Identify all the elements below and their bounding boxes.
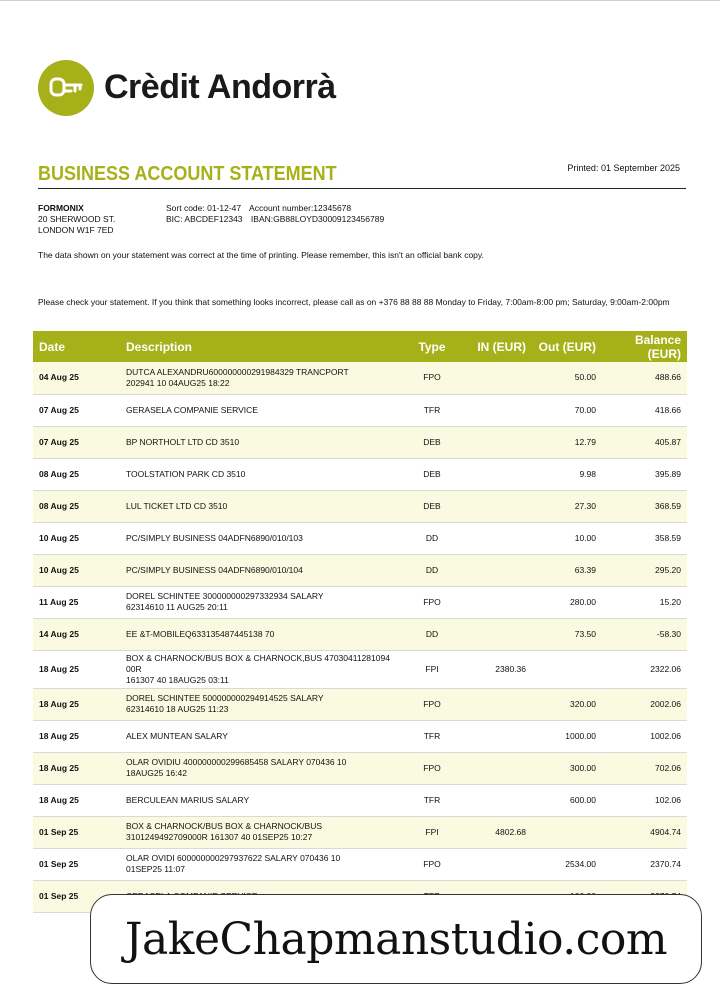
cell-out: 73.50 xyxy=(532,618,602,650)
cell-date: 07 Aug 25 xyxy=(33,394,120,426)
cell-date: 18 Aug 25 xyxy=(33,688,120,720)
cell-out: 600.00 xyxy=(532,784,602,816)
cell-balance: 102.06 xyxy=(602,784,687,816)
cell-description xyxy=(120,362,402,394)
cell-balance: 405.87 xyxy=(602,426,687,458)
cell-date: 18 Aug 25 xyxy=(33,720,120,752)
cell-out xyxy=(532,650,602,688)
header-description: Description xyxy=(120,331,402,362)
cell-balance: 395.89 xyxy=(602,458,687,490)
cell-balance: 295.20 xyxy=(602,554,687,586)
cell-balance: 358.59 xyxy=(602,522,687,554)
table-row xyxy=(33,688,687,720)
iban: IBAN:GB88LOYD30009123456789 xyxy=(250,214,385,224)
cell-balance: -58.30 xyxy=(602,618,687,650)
statement-title: BUSINESS ACCOUNT STATEMENT xyxy=(38,163,337,185)
cell-balance: 2322.06 xyxy=(602,650,687,688)
description-line-1: EE &T-MOBILEQ633135487445138 70 xyxy=(126,628,275,639)
cell-type: DEB xyxy=(402,458,462,490)
cell-type: DD xyxy=(402,618,462,650)
cell-type: FPO xyxy=(402,586,462,618)
cell-description xyxy=(120,650,402,688)
cell-balance: 2002.06 xyxy=(602,688,687,720)
cell-balance: 368.59 xyxy=(602,490,687,522)
table-row xyxy=(33,848,687,880)
cell-date: 01 Sep 25 xyxy=(33,880,120,912)
table-row xyxy=(33,720,687,752)
address-line-1: 20 SHERWOOD ST. xyxy=(38,214,116,224)
customer-name: FORMONIX xyxy=(38,203,84,213)
cell-type: FPO xyxy=(402,362,462,394)
description-line-1: PC/SIMPLY BUSINESS 04ADFN6890/010/103 xyxy=(126,532,303,543)
description-line-2: 62314610 18 AUG25 11:23 xyxy=(126,704,229,714)
header-out: Out (EUR) xyxy=(532,331,602,362)
printed-date: Printed: 01 September 2025 xyxy=(567,163,680,173)
cell-balance: 2370.74 xyxy=(602,848,687,880)
description-line-1: BERCULEAN MARIUS SALARY xyxy=(126,794,250,805)
cell-description xyxy=(120,688,402,720)
table-row xyxy=(33,752,687,784)
cell-in xyxy=(462,586,532,618)
sort-code: Sort code: 01-12-47 xyxy=(166,203,242,213)
cell-in xyxy=(462,784,532,816)
cell-date: 11 Aug 25 xyxy=(33,586,120,618)
cell-out: 50.00 xyxy=(532,362,602,394)
description-line-1: OLAR OVIDI 600000000297937622 SALARY 070436 10 xyxy=(126,853,341,863)
cell-description xyxy=(120,816,402,848)
table-row xyxy=(33,586,687,618)
description-line-1: ALEX MUNTEAN SALARY xyxy=(126,730,228,741)
cell-date: 14 Aug 25 xyxy=(33,618,120,650)
description-line-1: TOOLSTATION PARK CD 3510 xyxy=(126,468,246,479)
cell-date: 01 Sep 25 xyxy=(33,816,120,848)
cell-type: FPO xyxy=(402,848,462,880)
transactions-table xyxy=(33,331,687,913)
key-icon xyxy=(38,60,94,116)
address-line-2: LONDON W1F 7ED xyxy=(38,225,114,235)
cell-type: TFR xyxy=(402,784,462,816)
cell-type: FPO xyxy=(402,688,462,720)
cell-balance: 488.66 xyxy=(602,362,687,394)
table-header-row xyxy=(33,331,687,362)
cell-in xyxy=(462,490,532,522)
cell-description xyxy=(120,848,402,880)
description-line-1: BP NORTHOLT LTD CD 3510 xyxy=(126,436,240,447)
cell-out: 2534.00 xyxy=(532,848,602,880)
table-row xyxy=(33,522,687,554)
cell-date: 18 Aug 25 xyxy=(33,752,120,784)
cell-description xyxy=(120,720,402,752)
title-divider xyxy=(38,188,686,189)
watermark-banner xyxy=(90,894,702,984)
bank-name: Crèdit Andorrà xyxy=(104,68,336,106)
cell-date: 18 Aug 25 xyxy=(33,784,120,816)
header-type: Type xyxy=(402,331,462,362)
cell-in xyxy=(462,394,532,426)
page-top-border xyxy=(0,0,720,1)
cell-in: 4802.68 xyxy=(462,816,532,848)
cell-type: TFR xyxy=(402,394,462,426)
account-details xyxy=(166,203,390,225)
cell-out xyxy=(532,816,602,848)
cell-out: 12.79 xyxy=(532,426,602,458)
description-line-2: 3101249492709000R 161307 40 01SEP25 10:27 xyxy=(126,832,313,842)
cell-description xyxy=(120,752,402,784)
table-row xyxy=(33,618,687,650)
description-line-1: DUTCA ALEXANDRU600000000291984329 TRANCPORT xyxy=(126,366,349,377)
customer-address xyxy=(38,203,115,236)
table-row xyxy=(33,394,687,426)
header-date: Date xyxy=(33,331,120,362)
cell-balance: 418.66 xyxy=(602,394,687,426)
table-row xyxy=(33,816,687,848)
bic: BIC: ABCDEF12343 xyxy=(166,214,243,224)
cell-out: 63.39 xyxy=(532,554,602,586)
cell-in xyxy=(462,618,532,650)
cell-type: DEB xyxy=(402,490,462,522)
cell-description xyxy=(120,784,402,816)
cell-type: FPI xyxy=(402,650,462,688)
cell-date: 10 Aug 25 xyxy=(33,522,120,554)
cell-out: 10.00 xyxy=(532,522,602,554)
cell-in xyxy=(462,752,532,784)
cell-out: 280.00 xyxy=(532,586,602,618)
cell-type: FPI xyxy=(402,816,462,848)
table-row xyxy=(33,458,687,490)
cell-type: DEB xyxy=(402,426,462,458)
cell-balance: 4904.74 xyxy=(602,816,687,848)
description-line-1: LUL TICKET LTD CD 3510 xyxy=(126,500,228,511)
table-row xyxy=(33,554,687,586)
cell-description xyxy=(120,394,402,426)
bank-logo xyxy=(38,60,378,120)
cell-type: DD xyxy=(402,554,462,586)
table-row xyxy=(33,426,687,458)
cell-date: 08 Aug 25 xyxy=(33,490,120,522)
accuracy-note: The data shown on your statement was correct at the time of printing. Please remember, this isn't an official bank copy. xyxy=(38,250,484,260)
description-line-1: BOX & CHARNOCK/BUS BOX & CHARNOCK,BUS 47030411281094 00R xyxy=(126,652,390,674)
account-number: Account number:12345678 xyxy=(249,203,352,213)
description-line-1: PC/SIMPLY BUSINESS 04ADFN6890/010/104 xyxy=(126,564,303,575)
table-row xyxy=(33,490,687,522)
cell-balance: 15.20 xyxy=(602,586,687,618)
cell-in xyxy=(462,458,532,490)
watermark-text: JakeChapmanstudio.com xyxy=(124,913,668,965)
cell-in xyxy=(462,554,532,586)
cell-out: 70.00 xyxy=(532,394,602,426)
cell-in xyxy=(462,426,532,458)
table-row xyxy=(33,650,687,688)
description-line-1: BOX & CHARNOCK/BUS BOX & CHARNOCK/BUS xyxy=(126,821,323,831)
cell-out: 9.98 xyxy=(532,458,602,490)
cell-description xyxy=(120,618,402,650)
cell-balance: 1002.06 xyxy=(602,720,687,752)
description-line-1: OLAR OVIDIU 400000000299685458 SALARY 070436 10 xyxy=(126,757,347,767)
cell-type: FPO xyxy=(402,752,462,784)
description-line-1: GERASELA COMPANIE SERVICE xyxy=(126,404,258,415)
cell-out: 320.00 xyxy=(532,688,602,720)
table-row xyxy=(33,362,687,394)
cell-in: 2380.36 xyxy=(462,650,532,688)
cell-out: 27.30 xyxy=(532,490,602,522)
cell-in xyxy=(462,688,532,720)
cell-description xyxy=(120,458,402,490)
header-balance: Balance (EUR) xyxy=(602,331,687,362)
cell-balance: 702.06 xyxy=(602,752,687,784)
cell-description xyxy=(120,490,402,522)
cell-out: 300.00 xyxy=(532,752,602,784)
cell-description xyxy=(120,426,402,458)
header-in: IN (EUR) xyxy=(462,331,532,362)
cell-description xyxy=(120,522,402,554)
cell-date: 18 Aug 25 xyxy=(33,650,120,688)
cell-date: 07 Aug 25 xyxy=(33,426,120,458)
description-line-2: 202941 10 04AUG25 18:22 xyxy=(126,377,230,388)
description-line-1: DOREL SCHINTEE 300000000297332934 SALARY xyxy=(126,591,324,601)
cell-date: 08 Aug 25 xyxy=(33,458,120,490)
check-note: Please check your statement. If you think that something looks incorrect, please call as on +376 88 88 88 Monday to Friday, 7:00am-8:00 pm; Saturday, 9:00am-2:00pm xyxy=(38,297,670,307)
cell-in xyxy=(462,720,532,752)
cell-date: 04 Aug 25 xyxy=(33,362,120,394)
cell-description xyxy=(120,586,402,618)
table-row xyxy=(33,784,687,816)
description-line-2: 01SEP25 11:07 xyxy=(126,864,185,874)
cell-type: TFR xyxy=(402,720,462,752)
cell-in xyxy=(462,848,532,880)
cell-in xyxy=(462,522,532,554)
description-line-2: 161307 40 18AUG25 03:11 xyxy=(126,674,229,685)
cell-out: 1000.00 xyxy=(532,720,602,752)
cell-type: DD xyxy=(402,522,462,554)
cell-in xyxy=(462,362,532,394)
description-line-2: 18AUG25 16:42 xyxy=(126,768,187,778)
description-line-1: DOREL SCHINTEE 500000000294914525 SALARY xyxy=(126,693,324,703)
cell-date: 10 Aug 25 xyxy=(33,554,120,586)
transactions-body xyxy=(33,362,687,912)
description-line-2: 62314610 11 AUG25 20:11 xyxy=(126,602,228,612)
cell-date: 01 Sep 25 xyxy=(33,848,120,880)
cell-description xyxy=(120,554,402,586)
